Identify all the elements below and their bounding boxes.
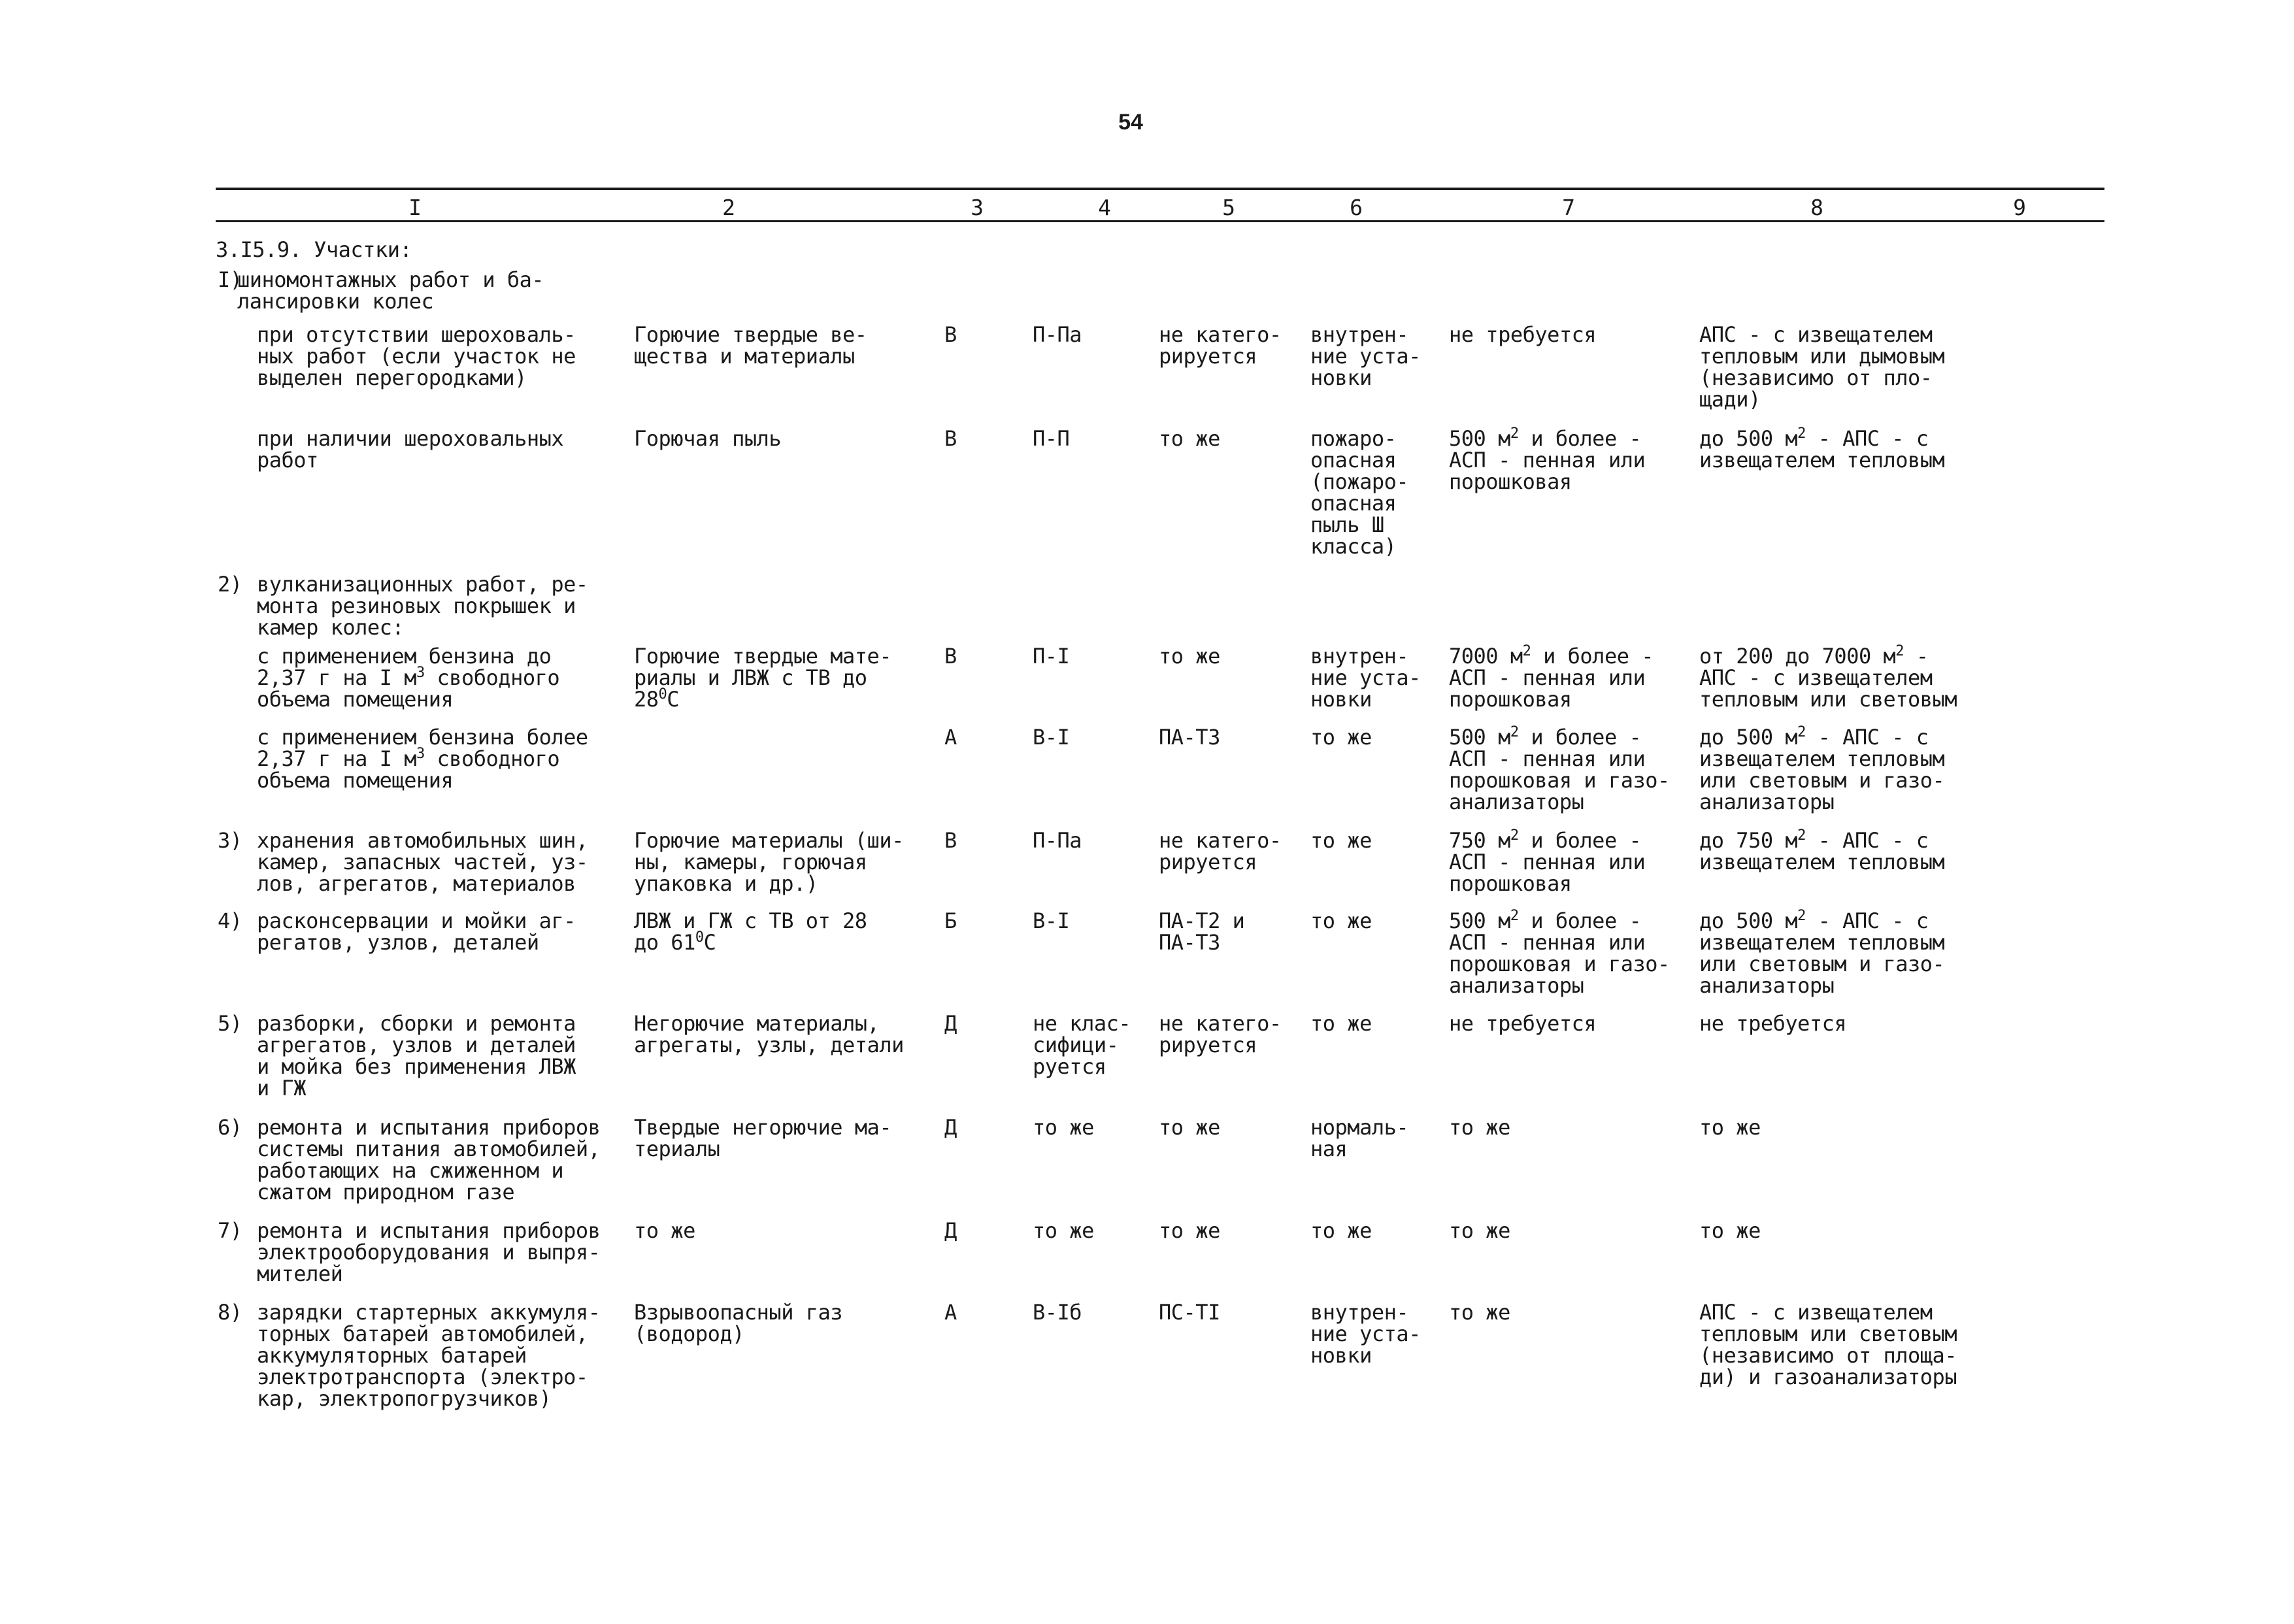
row-8-alarm: то же bbox=[1699, 1115, 1761, 1140]
row-9-extinguishing: то же bbox=[1449, 1218, 1510, 1243]
column-header-4: 4 bbox=[1098, 195, 1111, 220]
row-9-environment: то же bbox=[1310, 1218, 1372, 1243]
group-1-title: шиномонтажных работ и ба- лансировки колес bbox=[237, 267, 544, 314]
row-2-category: В bbox=[944, 426, 957, 451]
group-2-title: вулканизационных работ, ре- монта резиновых покрышек и камер колес: bbox=[257, 572, 588, 640]
row-2-extinguishing: 500 $м^2$ и более - АСП - пенная или порошковая bbox=[1449, 425, 1646, 494]
row-6-name: расконсервации и мойки аг- регатов, узлов, деталей bbox=[257, 908, 576, 955]
row-2-alarm: до 500 $м^2$ - АПС - с извещателем тепловым bbox=[1699, 425, 1945, 472]
row-6-zone-class: В-I bbox=[1033, 908, 1070, 933]
column-header-2: 2 bbox=[722, 195, 735, 220]
column-header-9: 9 bbox=[2013, 195, 2026, 220]
column-header-1: I bbox=[408, 195, 422, 220]
row-7-environment: то же bbox=[1310, 1011, 1372, 1036]
row-10-environment: внутрен- ние уста- новки bbox=[1310, 1300, 1421, 1368]
row-2-zone-class: П-П bbox=[1033, 426, 1070, 451]
row-1-name: при отсутствии шероховаль- ных работ (если участок не выделен перегородками) bbox=[257, 322, 576, 390]
row-6-environment: то же bbox=[1310, 908, 1372, 933]
group-2-label: 2) bbox=[218, 572, 242, 597]
row-4-environment: то же bbox=[1310, 725, 1372, 750]
row-8-environment: нормаль- ная bbox=[1310, 1115, 1409, 1161]
row-3-environment: внутрен- ние уста- новки bbox=[1310, 644, 1421, 712]
row-9-alarm: то же bbox=[1699, 1218, 1761, 1243]
row-1-zone-class: П-Па bbox=[1033, 322, 1082, 347]
column-header-7: 7 bbox=[1562, 195, 1575, 220]
row-10-zone-class: В-Iб bbox=[1033, 1300, 1082, 1325]
row-2-group: то же bbox=[1159, 426, 1220, 451]
row-3-name: с применением бензина до 2,37 г на I $м^3$ свободного объема помещения bbox=[257, 644, 560, 712]
row-4-group: ПА-Т3 bbox=[1159, 725, 1220, 750]
row-2-substance: Горючая пыль bbox=[634, 426, 782, 451]
row-4-category: А bbox=[944, 725, 957, 750]
row-7-label: 5) bbox=[218, 1011, 242, 1036]
row-7-substance: Негорючие материалы, агрегаты, узлы, детали bbox=[634, 1011, 904, 1057]
column-header-3: 3 bbox=[971, 195, 984, 220]
row-3-alarm: от 200 до 7000 $м^2$ - АПС - с извещателем тепловым или световым bbox=[1699, 643, 1957, 712]
row-8-label: 6) bbox=[218, 1115, 242, 1140]
row-3-substance: Горючие твердые мате- риалы и ЛВЖ с ТВ до $28^0С$ bbox=[634, 644, 892, 712]
row-8-substance: Твердые негорючие ма- териалы bbox=[634, 1115, 892, 1161]
row-6-substance: ЛВЖ и ГЖ с ТВ от 28 до $61^0С$ bbox=[634, 908, 867, 955]
row-6-extinguishing: 500 $м^2$ и более - АСП - пенная или порошковая и газо- анализаторы bbox=[1449, 908, 1670, 998]
row-1-alarm: АПС - с извещателем тепловым или дымовым (независимо от пло- щади) bbox=[1699, 322, 1945, 412]
column-header-6: 6 bbox=[1350, 195, 1363, 220]
row-3-category: В bbox=[944, 644, 957, 669]
group-1-label: I) bbox=[218, 267, 242, 292]
row-5-group: не катего- рируется bbox=[1159, 828, 1282, 874]
row-8-name: ремонта и испытания приборов системы питания автомобилей, работающих на сжиженном и сжатом природном газе bbox=[257, 1115, 601, 1204]
row-5-name: хранения автомобильных шин, камер, запасных частей, уз- лов, агрегатов, материалов bbox=[257, 828, 588, 896]
page-number: 54 bbox=[1118, 110, 1143, 135]
row-8-zone-class: то же bbox=[1033, 1115, 1094, 1140]
row-4-zone-class: В-I bbox=[1033, 725, 1070, 750]
row-3-extinguishing: 7000 $м^2$ и более - АСП - пенная или порошковая bbox=[1449, 643, 1654, 712]
row-9-name: ремонта и испытания приборов электрооборудования и выпря- мителей bbox=[257, 1218, 601, 1286]
row-6-label: 4) bbox=[218, 908, 242, 933]
row-1-substance: Горючие твердые ве- щества и материалы bbox=[634, 322, 867, 369]
row-8-extinguishing: то же bbox=[1449, 1115, 1510, 1140]
row-10-label: 8) bbox=[218, 1300, 242, 1325]
row-6-alarm: до 500 $м^2$ - АПС - с извещателем тепловым или световым и газо- анализаторы bbox=[1699, 908, 1945, 998]
row-9-label: 7) bbox=[218, 1218, 242, 1243]
row-4-extinguishing: 500 $м^2$ и более - АСП - пенная или порошковая и газо- анализаторы bbox=[1449, 724, 1670, 814]
row-1-extinguishing: не требуется bbox=[1449, 322, 1597, 347]
row-5-zone-class: П-Па bbox=[1033, 828, 1082, 853]
row-10-category: А bbox=[944, 1300, 957, 1325]
row-1-group: не катего- рируется bbox=[1159, 322, 1282, 369]
row-10-alarm: АПС - с извещателем тепловым или световым (независимо от площа- ди) и газоанализаторы bbox=[1699, 1300, 1957, 1389]
row-7-zone-class: не клас- сифици- руется bbox=[1033, 1011, 1131, 1079]
row-3-group: то же bbox=[1159, 644, 1220, 669]
row-10-substance: Взрывоопасный газ (водород) bbox=[634, 1300, 843, 1346]
row-4-alarm: до 500 $м^2$ - АПС - с извещателем тепловым или световым и газо- анализаторы bbox=[1699, 724, 1945, 814]
row-7-name: разборки, сборки и ремонта агрегатов, узлов и деталей и мойка без применения ЛВЖ и ГЖ bbox=[257, 1011, 576, 1101]
row-7-alarm: не требуется bbox=[1699, 1011, 1847, 1036]
row-2-name: при наличии шероховальных работ bbox=[257, 426, 564, 472]
row-5-extinguishing: 750 $м^2$ и более - АСП - пенная или порошковая bbox=[1449, 827, 1646, 896]
row-10-extinguishing: то же bbox=[1449, 1300, 1510, 1325]
row-7-group: не катего- рируется bbox=[1159, 1011, 1282, 1057]
column-header-8: 8 bbox=[1810, 195, 1823, 220]
row-5-alarm: до 750 $м^2$ - АПС - с извещателем тепловым bbox=[1699, 827, 1945, 874]
row-1-category: В bbox=[944, 322, 957, 347]
header-bottom-rule bbox=[216, 220, 2104, 222]
row-7-category: Д bbox=[944, 1011, 957, 1036]
row-8-group: то же bbox=[1159, 1115, 1220, 1140]
row-1-environment: внутрен- ние уста- новки bbox=[1310, 322, 1421, 390]
row-7-extinguishing: не требуется bbox=[1449, 1011, 1597, 1036]
row-10-name: зарядки стартерных аккумуля- торных батарей автомобилей, аккумуляторных батарей электротранспорта (электро- кар, электропогрузчиков) bbox=[257, 1300, 601, 1411]
row-5-substance: Горючие материалы (ши- ны, камеры, горючая упаковка и др.) bbox=[634, 828, 904, 896]
row-2-environment: пожаро- опасная (пожаро- опасная пыль Ш класса) bbox=[1310, 426, 1409, 559]
row-4-name: с применением бензина более 2,37 г на I $м^3$ свободного объема помещения bbox=[257, 725, 588, 793]
row-5-environment: то же bbox=[1310, 828, 1372, 853]
header-top-rule bbox=[216, 188, 2104, 190]
column-header-5: 5 bbox=[1222, 195, 1235, 220]
row-5-label: 3) bbox=[218, 828, 242, 853]
row-6-group: ПА-Т2 и ПА-Т3 bbox=[1159, 908, 1245, 955]
row-8-category: Д bbox=[944, 1115, 957, 1140]
row-3-zone-class: П-I bbox=[1033, 644, 1070, 669]
row-5-category: В bbox=[944, 828, 957, 853]
row-6-category: Б bbox=[944, 908, 957, 933]
row-9-category: Д bbox=[944, 1218, 957, 1243]
row-9-group: то же bbox=[1159, 1218, 1220, 1243]
row-9-zone-class: то же bbox=[1033, 1218, 1094, 1243]
section-title: 3.I5.9. Участки: bbox=[216, 237, 412, 262]
row-9-substance: то же bbox=[634, 1218, 695, 1243]
row-10-group: ПС-ТI bbox=[1159, 1300, 1220, 1325]
